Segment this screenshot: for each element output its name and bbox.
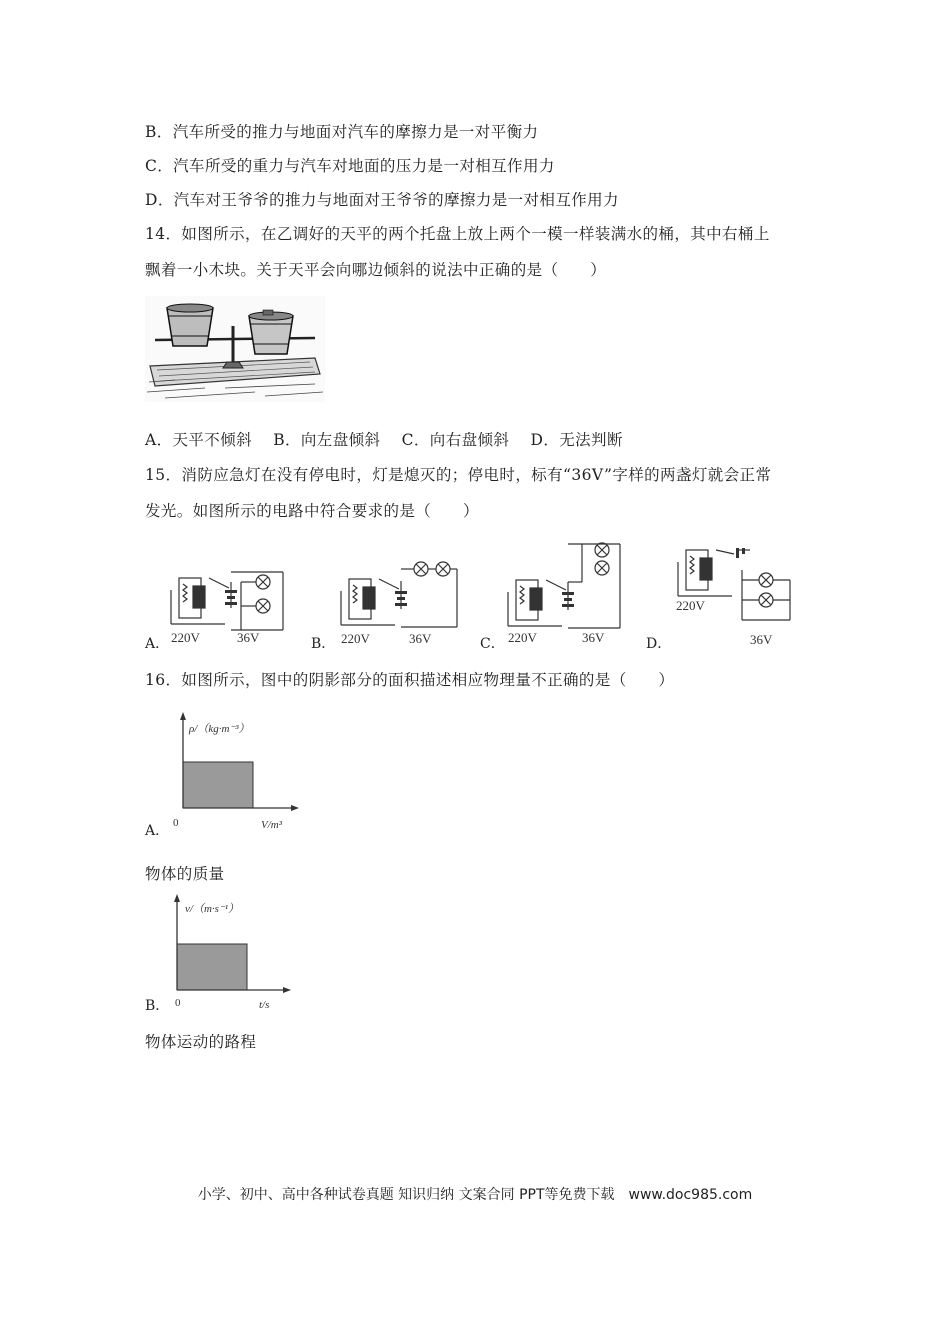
q15-stem-line2: 发光。如图所示的电路中符合要求的是（ ） — [145, 502, 479, 520]
circuit-a-220v: 220V — [171, 630, 200, 645]
q16-option-b-caption: 物体运动的路程 — [145, 1033, 257, 1051]
circuit-c-figure — [502, 538, 632, 650]
v-t-graph — [165, 892, 315, 1016]
q15-stem-line1: 15．消防应急灯在没有停电时，灯是熄灭的；停电时，标有“36V”字样的两盏灯就会正常 — [145, 466, 772, 484]
q15-option-b-label: B． — [311, 636, 336, 652]
circuit-b-220v: 220V — [341, 631, 370, 646]
q16-option-a-label: A． — [145, 823, 170, 839]
balance-scale-figure — [145, 296, 325, 402]
q14-stem-line2: 飘着一小木块。关于天平会向哪边倾斜的说法中正确的是（ ） — [145, 261, 607, 279]
circuit-c-220v: 220V — [508, 630, 537, 645]
q14-options: A．天平不倾斜 B．向左盘倾斜 C．向右盘倾斜 D．无法判断 — [145, 431, 623, 449]
q15-option-a-label: A． — [145, 636, 170, 652]
rho-v-graph — [165, 712, 315, 836]
circuit-d-figure — [672, 540, 802, 652]
circuit-c-36v: 36V — [582, 630, 605, 645]
rho-v-origin: 0 — [173, 817, 179, 829]
v-t-ylabel: v/（m·s⁻¹） — [185, 903, 240, 915]
circuit-b-figure — [335, 555, 465, 650]
circuit-d-220v: 220V — [676, 598, 705, 613]
q15-option-c-label: C． — [480, 636, 505, 652]
q13-option-b: B．汽车所受的推力与地面对汽车的摩擦力是一对平衡力 — [145, 123, 539, 141]
page-footer: 小学、初中、高中各种试卷真题 知识归纳 文案合同 PPT等免费下载 www.doc985.com — [197, 1187, 753, 1203]
circuit-b-36v: 36V — [409, 631, 432, 646]
rho-v-ylabel: ρ/（kg·m⁻³） — [189, 723, 250, 735]
circuit-a-36v: 36V — [237, 630, 260, 645]
v-t-origin: 0 — [175, 997, 181, 1009]
rho-v-xlabel: V/m³ — [261, 819, 283, 831]
v-t-xlabel: t/s — [259, 999, 270, 1011]
circuit-d-36v: 36V — [750, 632, 773, 647]
q13-option-d: D．汽车对王爷爷的推力与地面对王爷爷的摩擦力是一对相互作用力 — [145, 191, 619, 209]
q16-option-a-caption: 物体的质量 — [145, 865, 225, 883]
q15-option-d-label: D． — [646, 636, 672, 652]
circuit-a-figure — [165, 560, 295, 650]
q13-option-c: C．汽车所受的重力与汽车对地面的压力是一对相互作用力 — [145, 157, 555, 175]
q14-stem-line1: 14．如图所示，在乙调好的天平的两个托盘上放上两个一模一样装满水的桶，其中右桶上 — [145, 225, 770, 243]
q16-option-b-label: B． — [145, 998, 170, 1014]
q16-stem: 16．如图所示，图中的阴影部分的面积描述相应物理量不正确的是（ ） — [145, 671, 675, 689]
